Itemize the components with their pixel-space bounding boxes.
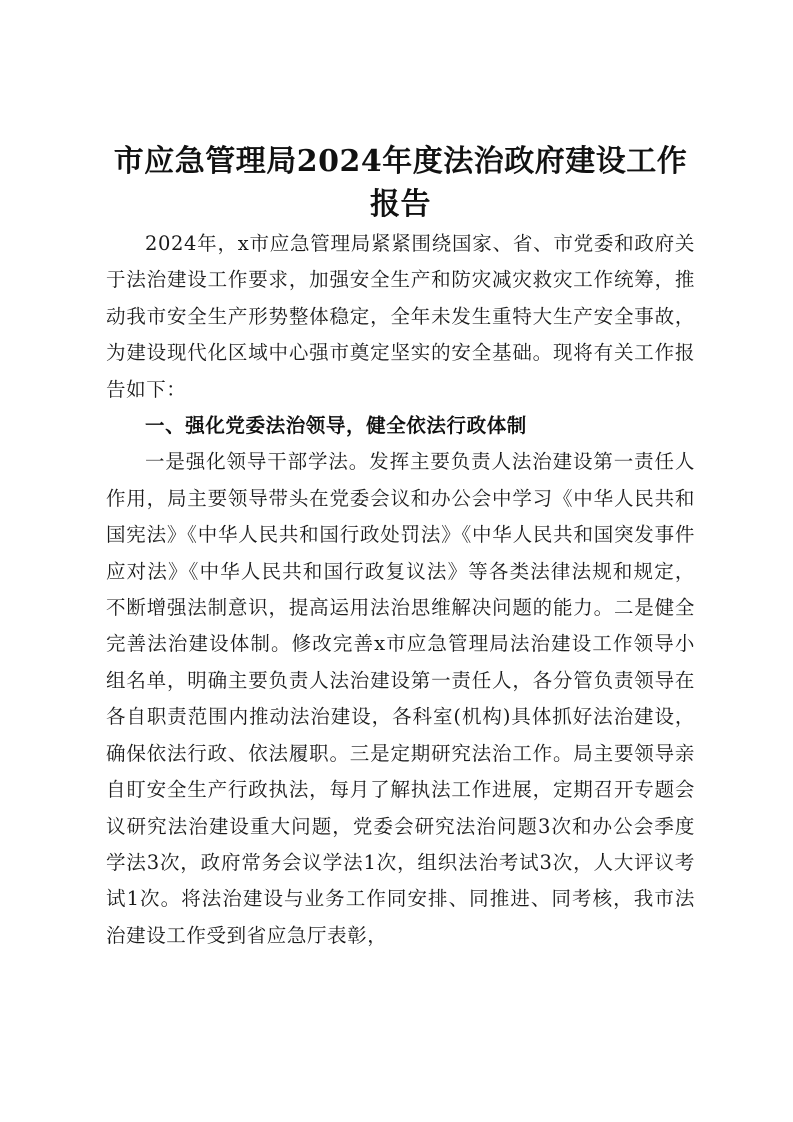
section-paragraph: 一是强化领导干部学法。发挥主要负责人法治建设第一责任人作用，局主要领导带头在党委会议和办公会中学习《中华人民共和国宪法》《中华人民共和国行政处罚法》《中华人民共和国突发事件应对法》《中华人民共和国行政复议法》等各类法律法规和规定，不断增强法制意识，提高运用法治思维解决问题的能力。二是健全完善法治建设体制。修改完善x市应急管理局法治建设工作领导小组名单，明确主要负责人法治建设第一责任人，各分管负责领导在各自职责范围内推动法治建设，各科室(机构)具体抓好法治建设，确保依法行政、依法履职。三是定期研究法治工作。局主要领导亲自盯安全生产行政执法，每月了解执法工作进展，定期召开专题会议研究法治建设重大问题，党委会研究法治问题3次和办公会季度学法3次，政府常务会议学法1次，组织法治考试3次，人大评议考试1次。将法治建设与业务工作同安排、同推进、同考核，我市法治建设工作受到省应急厅表彰， (106, 450, 695, 947)
document-title: 市应急管理局2024年度法治政府建设工作报告 (113, 144, 688, 222)
document-body (106, 140, 695, 954)
section-heading: 一、强化党委法治领导，健全依法行政体制 (145, 414, 527, 438)
intro-paragraph: 2024年，x市应急管理局紧紧围绕国家、省、市党委和政府关于法治建设工作要求，加强安全生产和防灾减灾救灾工作统筹，推动我市安全生产形势整体稳定，全年未发生重特大生产安全事故，为建设现代化区域中心强市奠定坚实的安全基础。现将有关工作报告如下： (106, 232, 695, 401)
